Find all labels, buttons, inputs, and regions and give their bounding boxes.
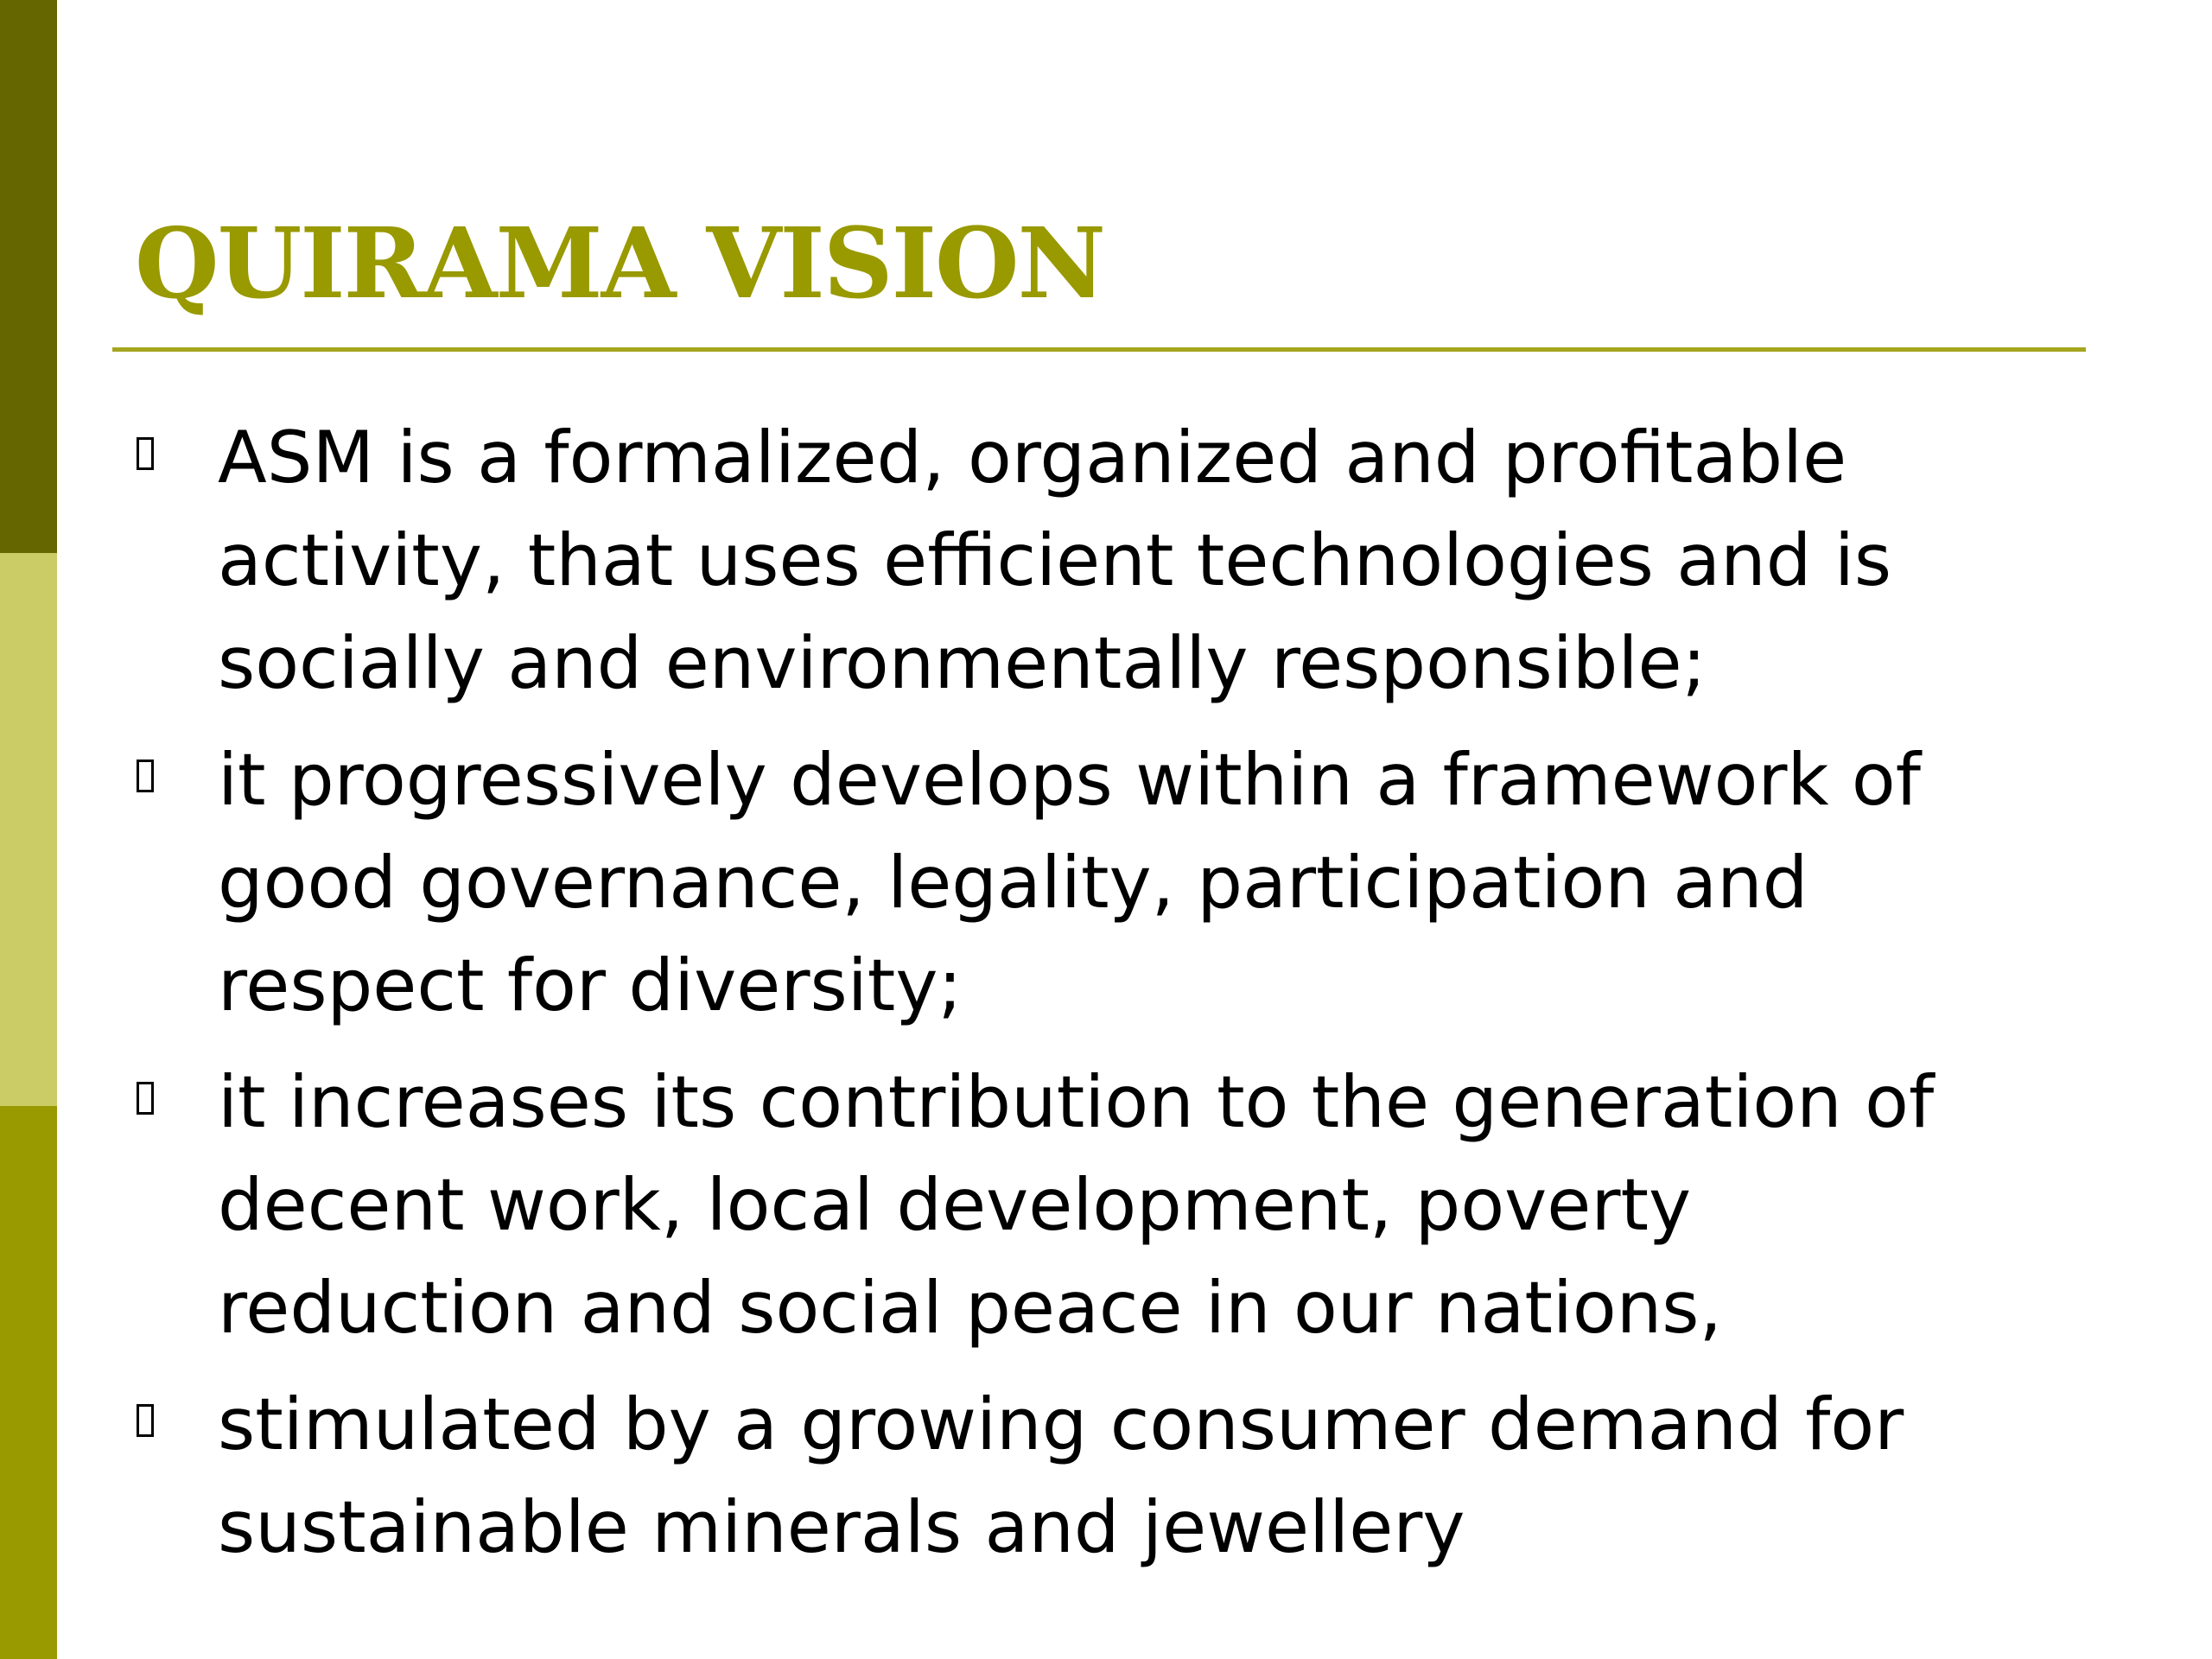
square-bullet-icon xyxy=(137,437,154,470)
bullet-text-line: it increases its contribution to the generation of xyxy=(218,1060,1935,1144)
bullet-text-line: activity, that uses efficient technologies and is xyxy=(218,518,1892,602)
title-underline xyxy=(112,347,2086,352)
square-bullet-icon xyxy=(137,760,154,792)
side-accent-bar xyxy=(0,0,57,1659)
bullet-text-line: good governance, legality, participation and xyxy=(218,841,1808,925)
square-bullet-icon xyxy=(137,1404,154,1437)
bullet-text-line: it progressively develops within a framework of xyxy=(218,738,1921,822)
bullet-item xyxy=(130,406,2117,715)
slide-title: QUIRAMA VISION xyxy=(135,207,1104,321)
bullet-text-line: ASM is a formalized, organized and profitable xyxy=(218,416,1847,499)
bullet-text-line: sustainable minerals and jewellery xyxy=(218,1485,1465,1569)
bullet-text-line: decent work, local development, poverty xyxy=(218,1163,1692,1247)
bullet-item xyxy=(130,1373,2117,1579)
side-bar-segment-light xyxy=(0,553,57,1106)
bullet-text-line: stimulated by a growing consumer demand for xyxy=(218,1382,1904,1466)
bullet-text-line: socially and environmentally responsible; xyxy=(218,621,1707,705)
bullet-text-line: reduction and social peace in our nations, xyxy=(218,1266,1722,1350)
side-bar-segment-mid xyxy=(0,1106,57,1659)
square-bullet-icon xyxy=(137,1082,154,1115)
bullet-item xyxy=(130,1051,2117,1359)
bullet-text-line: respect for diversity; xyxy=(218,944,963,1027)
side-bar-segment-dark xyxy=(0,0,57,553)
bullet-list xyxy=(130,406,2117,1592)
bullet-item xyxy=(130,728,2117,1037)
